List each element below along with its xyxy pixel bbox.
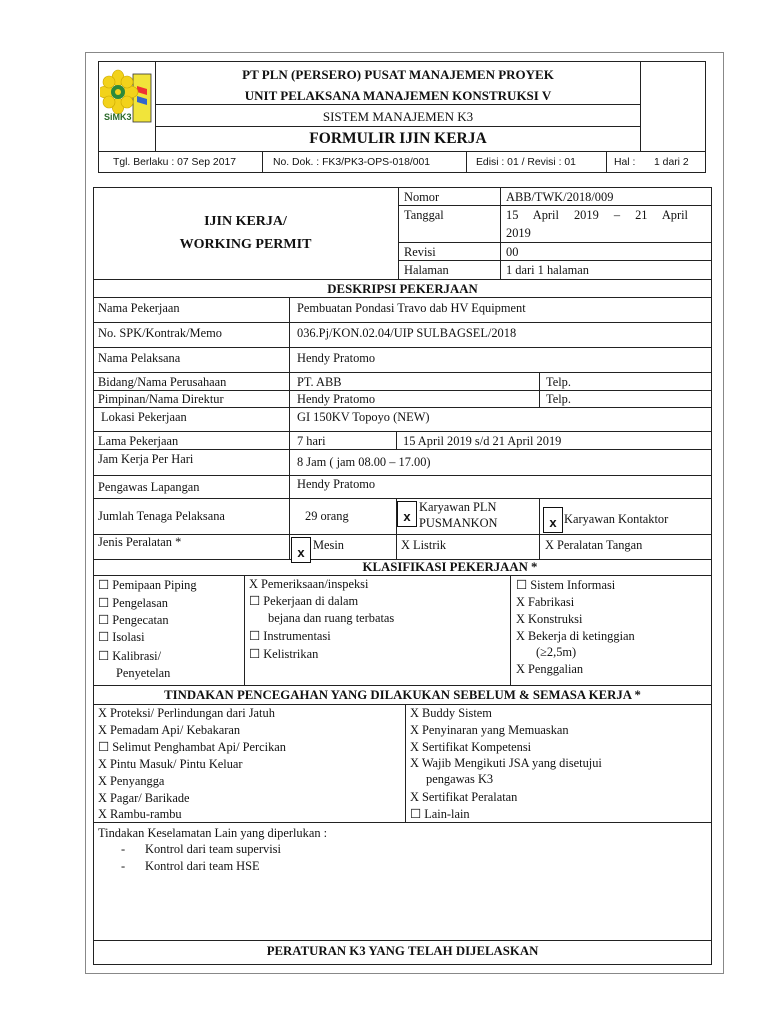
karyawan-kontaktor-label: Karyawan Kontaktor <box>564 512 669 526</box>
hal-label: Hal : <box>614 157 636 168</box>
permit-title-2: WORKING PERMIT <box>179 237 312 252</box>
pelaksana-value: Hendy Pratomo <box>297 351 376 365</box>
telp-label-2: Telp. <box>546 392 571 406</box>
listrik-label: X Listrik <box>401 538 447 552</box>
hal-value: 1 dari 2 <box>654 157 689 168</box>
jumlah-value: 29 orang <box>305 509 349 523</box>
tindakan-item: X Wajib Mengikuti JSA yang disetujui <box>410 756 602 770</box>
tanggal-value-1: 15 April 2019 – 21 April <box>506 208 688 222</box>
tindakan-item: ☐ Lain-lain <box>410 807 470 821</box>
lain-item: Kontrol dari team supervisi <box>145 842 281 856</box>
klasifikasi-item: ☐ Pengecatan <box>98 613 169 627</box>
pimpinan-value: Hendy Pratomo <box>297 392 376 406</box>
tgl-berlaku: Tgl. Berlaku : 07 Sep 2017 <box>113 157 237 168</box>
karyawan-kontaktor-checkbox[interactable]: x <box>543 507 563 533</box>
nomor-label: Nomor <box>404 190 440 204</box>
no-dok: No. Dok. : FK3/PK3-OPS-018/001 <box>273 157 431 168</box>
tindakan-heading: TINDAKAN PENCEGAHAN YANG DILAKUKAN SEBELUM & SEMASA KERJA * <box>164 688 641 702</box>
klasifikasi-item: (≥2,5m) <box>536 645 577 659</box>
peralatan-tangan-label: X Peralatan Tangan <box>545 538 643 552</box>
tindakan-item: X Proteksi/ Perlindungan dari Jatuh <box>98 706 275 720</box>
karyawan-pln-checkbox[interactable]: x <box>397 501 417 527</box>
tindakan-item: X Sertifikat Kompetensi <box>410 740 532 754</box>
nama-pekerjaan-value: Pembuatan Pondasi Travo dab HV Equipment <box>297 301 526 315</box>
klasifikasi-item: X Pemeriksaan/inspeksi <box>249 577 369 591</box>
spk-label: No. SPK/Kontrak/Memo <box>98 326 222 340</box>
mesin-checkbox[interactable]: x <box>291 537 311 563</box>
lama-range: 15 April 2019 s/d 21 April 2019 <box>403 434 562 448</box>
tindakan-item: X Buddy Sistem <box>410 706 492 720</box>
klasifikasi-item: ☐ Isolasi <box>98 630 145 644</box>
lain-dash: - <box>121 859 126 873</box>
klasifikasi-heading: KLASIFIKASI PEKERJAAN * <box>362 560 538 574</box>
peraturan-heading: PERATURAN K3 YANG TELAH DIJELASKAN <box>266 944 539 958</box>
header-line2: UNIT PELAKSANA MANAJEMEN KONSTRUKSI V <box>244 88 552 103</box>
tindakan-item: X Sertifikat Peralatan <box>410 790 518 804</box>
klasifikasi-item: ☐ Kalibrasi/ <box>98 649 162 663</box>
header-line1: PT PLN (PERSERO) PUSAT MANAJEMEN PROYEK <box>242 67 554 82</box>
bidang-value: PT. ABB <box>297 375 342 389</box>
klasifikasi-item: X Konstruksi <box>516 612 583 626</box>
jumlah-label: Jumlah Tenaga Pelaksana <box>98 509 225 523</box>
karyawan-pln-label-1: Karyawan PLN <box>419 500 497 514</box>
form-title: FORMULIR IJIN KERJA <box>309 130 487 147</box>
lokasi-label: Lokasi Pekerjaan <box>101 410 187 424</box>
lain-intro: Tindakan Keselamatan Lain yang diperlukan : <box>98 826 328 840</box>
edisi-revisi: Edisi : 01 / Revisi : 01 <box>476 157 576 168</box>
klasifikasi-item: ☐ Sistem Informasi <box>516 578 616 592</box>
tindakan-item: X Pintu Masuk/ Pintu Keluar <box>98 757 243 771</box>
tanggal-label: Tanggal <box>404 208 444 222</box>
tindakan-item: X Penyangga <box>98 774 165 788</box>
klasifikasi-item: X Penggalian <box>516 662 584 676</box>
header-line3: SISTEM MANAJEMEN K3 <box>322 109 474 124</box>
peralatan-label: Jenis Peralatan * <box>98 535 182 549</box>
spk-value: 036.Pj/KON.02.04/UIP SULBAGSEL/2018 <box>297 326 517 340</box>
revisi-label: Revisi <box>404 245 436 259</box>
pengawas-label: Pengawas Lapangan <box>98 480 200 494</box>
halaman-value: 1 dari 1 halaman <box>506 263 589 277</box>
klasifikasi-item: ☐ Pemipaan Piping <box>98 578 197 592</box>
mesin-label: Mesin <box>313 538 344 552</box>
bidang-label: Bidang/Nama Perusahaan <box>98 375 227 389</box>
klasifikasi-item: bejana dan ruang terbatas <box>268 611 395 625</box>
klasifikasi-item: ☐ Kelistrikan <box>249 647 319 661</box>
klasifikasi-item: ☐ Instrumentasi <box>249 629 331 643</box>
tanggal-value-2: 2019 <box>506 226 531 240</box>
klasifikasi-item: Penyetelan <box>116 666 171 680</box>
nama-pekerjaan-label: Nama Pekerjaan <box>98 301 180 315</box>
lama-value: 7 hari <box>297 434 326 448</box>
pimpinan-label: Pimpinan/Nama Direktur <box>98 392 224 406</box>
tindakan-item: pengawas K3 <box>426 772 494 786</box>
nomor-value: ABB/TWK/2018/009 <box>506 190 614 204</box>
lain-item: Kontrol dari team HSE <box>145 859 260 873</box>
lain-dash: - <box>121 842 126 856</box>
deskripsi-heading: DESKRIPSI PEKERJAAN <box>327 282 478 296</box>
tindakan-item: X Pagar/ Barikade <box>98 791 190 805</box>
lama-label: Lama Pekerjaan <box>98 434 179 448</box>
klasifikasi-item: ☐ Pekerjaan di dalam <box>249 594 359 608</box>
revisi-value: 00 <box>506 245 519 259</box>
logo-text: SiMK3 <box>104 112 132 122</box>
simk3-logo <box>100 66 154 126</box>
karyawan-pln-label-2: PUSMANKON <box>419 516 498 530</box>
lokasi-value: GI 150KV Topoyo (NEW) <box>297 410 430 424</box>
telp-label-1: Telp. <box>546 375 571 389</box>
klasifikasi-item: ☐ Pengelasan <box>98 596 168 610</box>
jam-value: 8 Jam ( jam 08.00 – 17.00) <box>297 455 431 469</box>
klasifikasi-item: X Bekerja di ketinggian <box>516 629 635 643</box>
tindakan-item: X Rambu-rambu <box>98 807 182 821</box>
tindakan-item: X Penyinaran yang Memuaskan <box>410 723 569 737</box>
pengawas-value: Hendy Pratomo <box>297 477 376 491</box>
tindakan-item: X Pemadam Api/ Kebakaran <box>98 723 241 737</box>
jam-label: Jam Kerja Per Hari <box>98 452 194 466</box>
pelaksana-label: Nama Pelaksana <box>98 351 181 365</box>
halaman-label: Halaman <box>404 263 449 277</box>
klasifikasi-item: X Fabrikasi <box>516 595 575 609</box>
tindakan-item: ☐ Selimut Penghambat Api/ Percikan <box>98 740 286 754</box>
permit-title-1: IJIN KERJA/ <box>204 214 287 229</box>
header-right-cell <box>640 61 641 151</box>
